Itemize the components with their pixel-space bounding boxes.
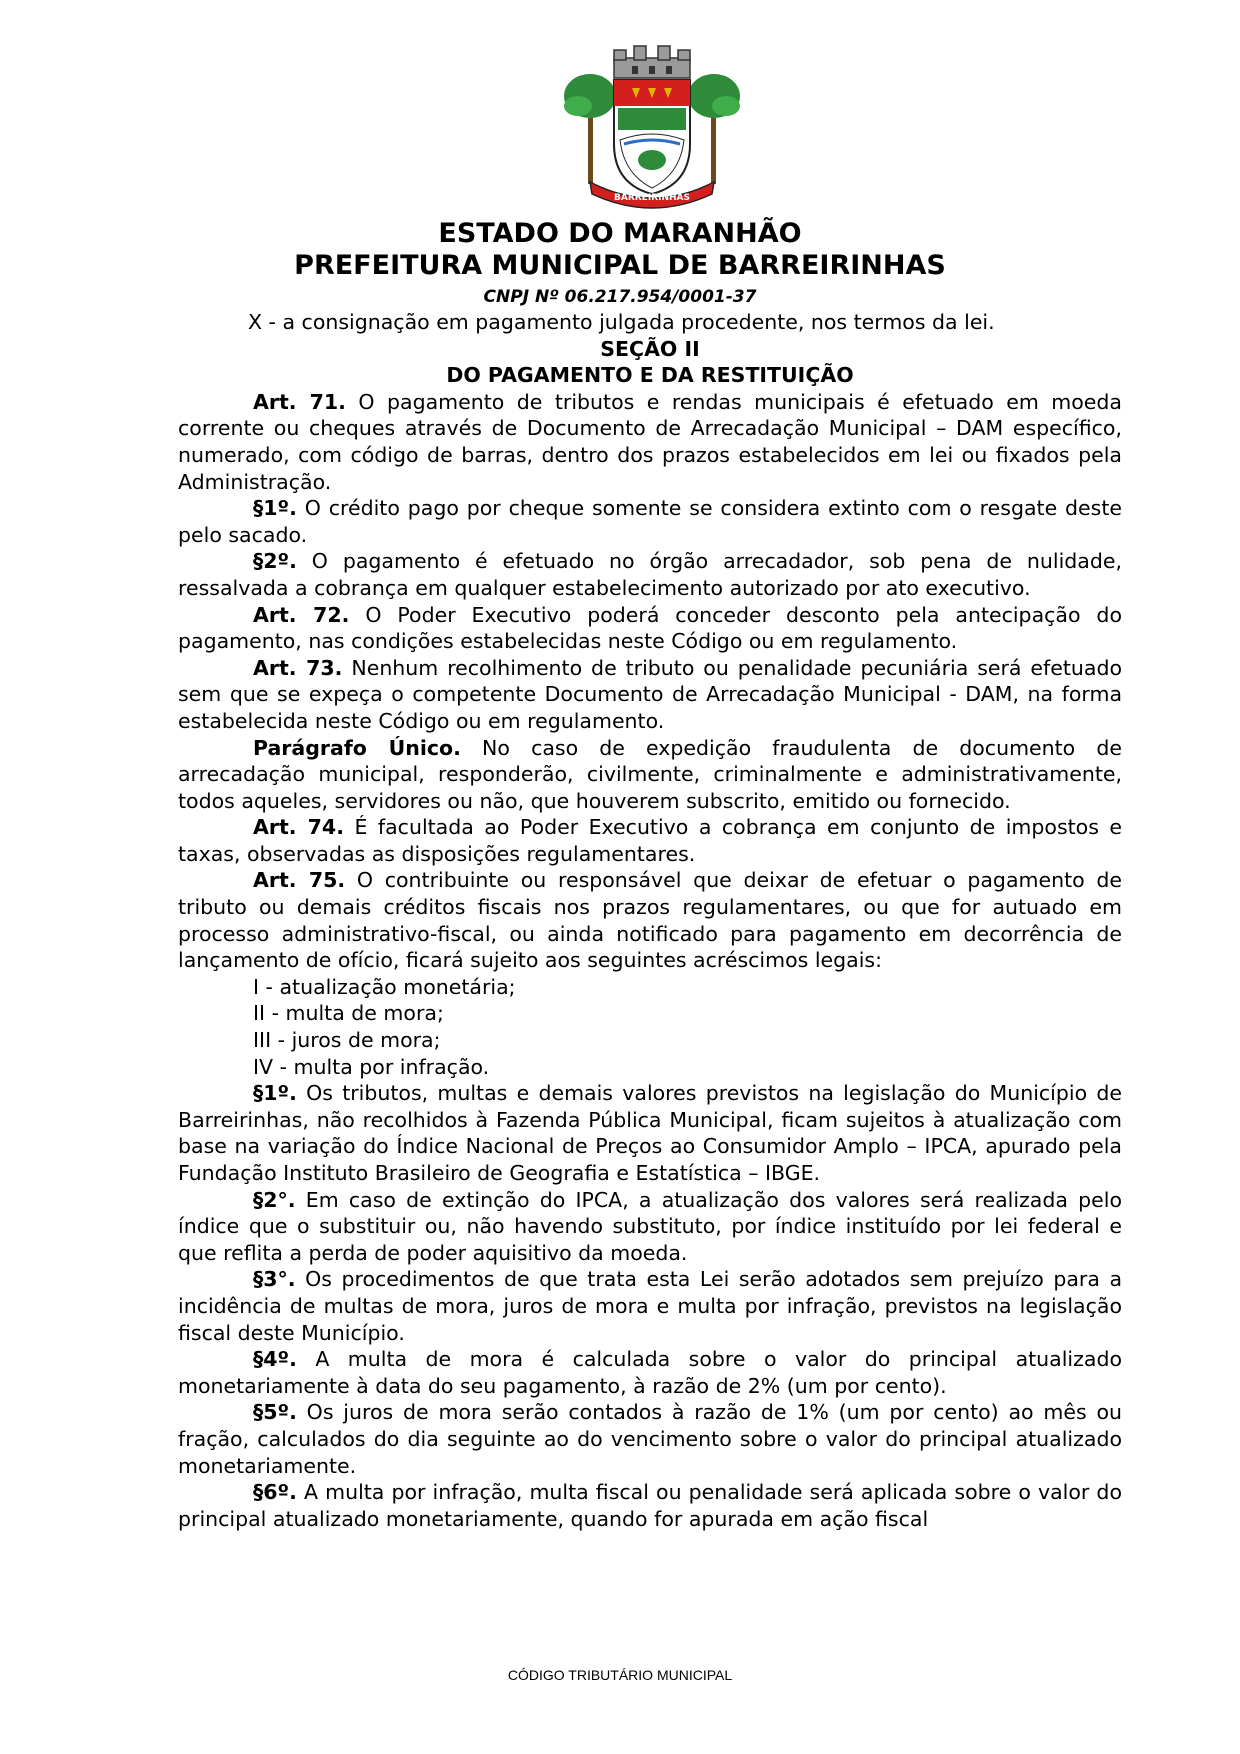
list-item: II - multa de mora; [253,1001,444,1026]
state-heading: ESTADO DO MARANHÃO [438,218,802,249]
article-72: Art. 72. O Poder Executivo poderá conceder desconto pela antecipação do pagamento, nas condições estabelecidas neste Código ou em regulamento. [178,602,1122,654]
page-footer: CÓDIGO TRIBUTÁRIO MUNICIPAL [507,1667,733,1683]
list-item: III - juros de mora; [253,1028,441,1053]
prefecture-heading: PREFEITURA MUNICIPAL DE BARREIRINHAS [294,250,946,281]
palm-left-icon [564,74,616,184]
palm-right-icon [688,74,740,184]
crest-label: BARREIRINHAS [614,193,690,203]
article-71: Art. 71. O pagamento de tributos e rendas municipais é efetuado em moeda corrente ou cheques através de Documento de Arrecadação Municipal – DAM específico, numerado, com código de barras, dentro dos prazos estabelecidos em lei ou fixados pela Administração. [178,389,1122,494]
shield-icon [614,80,690,194]
article-75-paragraph-5: §5º. Os juros de mora serão contados à razão de 1% (um por cento) ao mês ou fração, calculados do dia seguinte ao do vencimento sobre o valor do principal atualizado monetariamente. [178,1400,1122,1478]
article-71-paragraph-2: §2º. O pagamento é efetuado no órgão arrecadador, sob pena de nulidade, ressalvada a cobrança em qualquer estabelecimento autorizado por ato executivo. [178,549,1122,600]
article-74: Art. 74. É facultada ao Poder Executivo a cobrança em conjunto de impostos e taxas, observadas as disposições regulamentares. [178,815,1122,866]
section-title: SEÇÃO II [600,336,700,361]
article-71-paragraph-1: §1º. O crédito pago por cheque somente se considera extinto com o resgate deste pelo sacado. [178,496,1122,547]
cnpj-line: CNPJ Nº 06.217.954/0001-37 [483,287,757,307]
article-75-paragraph-1: §1º. Os tributos, multas e demais valores previstos na legislação do Município de Barreirinhas, não recolhidos à Fazenda Pública Municipal, ficam sujeitos à atualização com base na variação do Índice Nacional de Preços ao Consumidor Amplo – IPCA, apurado pela Fundação Instituto Brasileiro de Geografia e Estatística – IBGE. [178,1081,1122,1185]
article-75-paragraph-4: §4º. A multa de mora é calculada sobre o valor do principal atualizado monetariamente à data do seu pagamento, à razão de 2% (um por cento). [178,1347,1122,1398]
list-item: I - atualização monetária; [253,974,516,999]
article-75-paragraph-6: §6º. A multa por infração, multa fiscal ou penalidade será aplicada sobre o valor do principal atualizado monetariamente, quando for apurada em ação fiscal [178,1480,1122,1531]
article-75: Art. 75. O contribuinte ou responsável que deixar de efetuar o pagamento de tributo ou demais créditos fiscais nos prazos regulamentares, ou que for autuado em processo administrativo-fiscal, ou ainda notificado para pagamento em decorrência de lançamento de ofício, ficará sujeito aos seguintes acréscimos legais: [178,868,1122,973]
article-73: Art. 73. Nenhum recolhimento de tributo ou penalidade pecuniária será efetuado sem que se expeça o competente Documento de Arrecadação Municipal - DAM, na forma estabelecida neste Código ou em regulamento. [178,655,1123,733]
article-73-sole-paragraph: Parágrafo Único. No caso de expedição fraudulenta de documento de arrecadação municipal, responderão, civilmente, criminalmente e administrativamente, todos aqueles, servidores ou não, que houverem subscrito, emitido ou fornecido. [178,735,1122,813]
article-75-paragraph-2: §2°. Em caso de extinção do IPCA, a atualização dos valores será realizada pelo índice que o substituir ou, não havendo substituto, por índice instituído por lei federal e que reflita a perda de poder aquisitivo da moeda. [178,1187,1122,1265]
mural-crown-icon [614,46,690,78]
municipal-crest-logo [562,44,742,212]
intro-line: X - a consignação em pagamento julgada procedente, nos termos da lei. [248,310,995,334]
article-75-paragraph-3: §3°. Os procedimentos de que trata esta Lei serão adotados sem prejuízo para a incidência de multas de mora, juros de mora e multa por infração, previstos na legislação fiscal deste Município. [178,1267,1122,1345]
document-body [178,309,1122,1532]
section-subtitle: DO PAGAMENTO E DA RESTITUIÇÃO [446,363,854,388]
list-item: IV - multa por infração. [253,1054,490,1079]
